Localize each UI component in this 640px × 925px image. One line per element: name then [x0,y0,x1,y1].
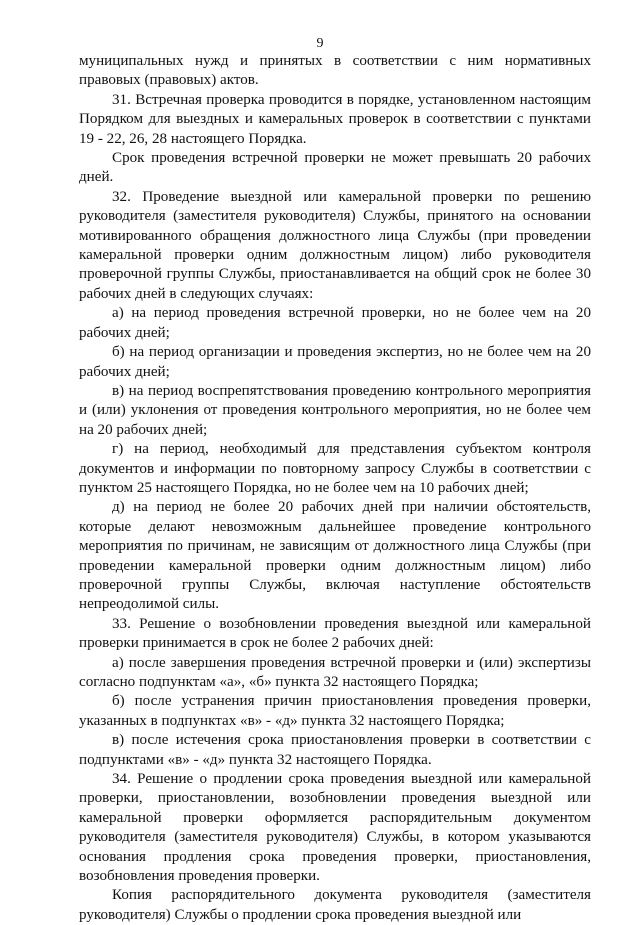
paragraph-32-d: д) на период не более 20 рабочих дней при наличии обстоятельств, которые делают невозможным дальнейшее проведение контрольного мероприятия по причинам, не зависящим от должностного лица Службы (при проведении камеральной проверки одним должностным лицом) либо проверочной группы Службы, включая наступление обстоятельств непреодолимой силы. [79,499,591,613]
paragraph-34-copy: Копия распорядительного документа руководителя (заместителя руководителя) Службы о продлении срока проведения выездной или [79,887,591,923]
paragraph-continuation: муниципальных нужд и принятых в соответствии с ним нормативных правовых (правовых) актов. [79,53,591,89]
paragraph-32-b: б) на период организации и проведения экспертиз, но не более чем на 20 рабочих дней; [79,344,591,380]
paragraph-31-term: Срок проведения встречной проверки не может превышать 20 рабочих дней. [79,150,591,186]
paragraph-34: 34. Решение о продлении срока проведения выездной или камеральной проверки, приостановлении, возобновлении проведения выездной или камеральной проверки оформляется распорядительным документом руководителя (заместителя руководителя) Службы, в котором указываются основания продления срока проведения проверки, приостановления, возобновления проведения проверки. [79,771,591,885]
paragraph-32-g: г) на период, необходимый для представления субъектом контроля документов и информации по повторному запросу Службы в соответствии с пунктом 25 настоящего Порядка, но не более чем на 10 рабочих дней; [79,441,591,496]
paragraph-32: 32. Проведение выездной или камеральной проверки по решению руководителя (заместителя руководителя) Службы, принятого на основании мотивированного обращения должностного лица Службы (при проведении камеральной проверки одним должностным лицом) либо руководителя проверочной группы Службы, приостанавливается на общий срок не более 30 рабочих дней в следующих случаях: [79,188,591,302]
page-number: 9 [316,36,324,51]
paragraph-32-v: в) на период воспрепятствования проведению контрольного мероприятия и (или) уклонения от проведения контрольного мероприятия, но не более чем на 20 рабочих дней; [79,382,591,438]
document-body [79,52,591,925]
paragraph-33: 33. Решение о возобновлении проведения выездной или камеральной проверки принимается в срок не более 2 рабочих дней: [79,615,591,652]
paragraph-32-a: а) на период проведения встречной проверки, но не более чем на 20 рабочих дней; [79,305,591,341]
paragraph-33-b: б) после устранения причин приостановления проведения проверки, указанных в подпунктах «в» - «д» пункта 32 настоящего Порядка; [79,693,591,729]
paragraph-31: 31. Встречная проверка проводится в порядке, установленном настоящим Порядком для выездных и камеральных проверок в соответствии с пунктами 19 - 22, 26, 28 настоящего Порядка. [79,91,591,147]
paragraph-33-a: а) после завершения проведения встречной проверки и (или) экспертизы согласно подпунктам «а», «б» пункта 32 настоящего Порядка; [79,654,591,690]
paragraph-33-v: в) после истечения срока приостановления проверки в соответствии с подпунктами «в» - «д» пункта 32 настоящего Порядка. [79,732,591,768]
